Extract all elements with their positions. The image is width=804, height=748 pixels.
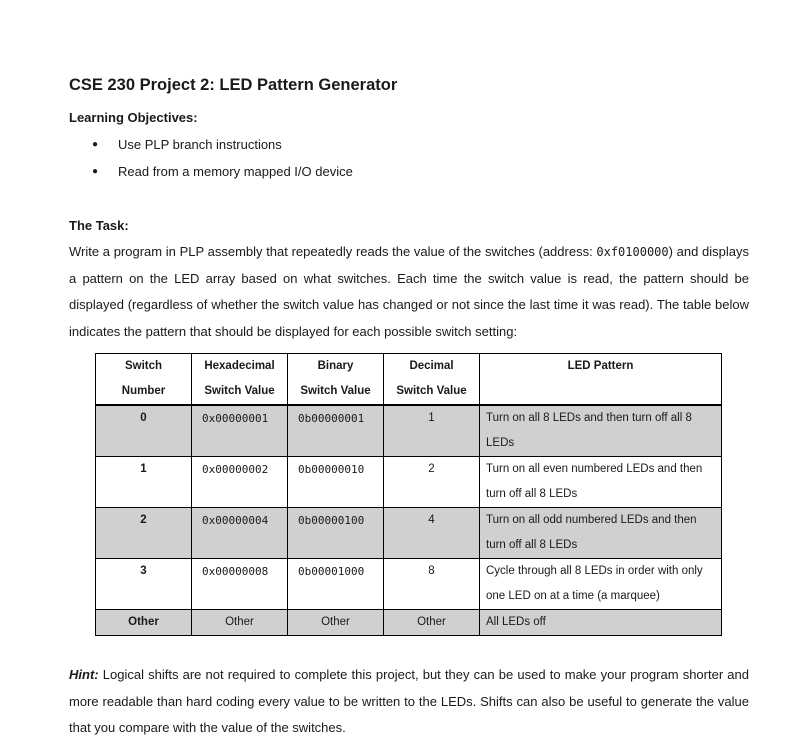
hint-text: Logical shifts are not required to complete this project, but they can be used to make your program shorter and more readable than hard coding every value to be written to the LEDs. Shifts can also be useful to generate the value that you compare with the value of the switches. xyxy=(69,667,749,735)
decimal-cell: 1 xyxy=(384,405,480,457)
decimal-cell: 8 xyxy=(384,559,480,610)
table-row xyxy=(96,508,722,559)
table-header-row xyxy=(96,354,722,406)
binary-cell: 0b00001000 xyxy=(288,559,384,610)
pattern-cell: Turn on all odd numbered LEDs and then turn off all 8 LEDs xyxy=(480,508,722,559)
table-row xyxy=(96,559,722,610)
hex-cell: Other xyxy=(192,610,288,636)
task-heading: The Task: xyxy=(69,218,129,233)
pattern-cell: All LEDs off xyxy=(480,610,722,636)
task-paragraph xyxy=(69,239,749,345)
pattern-cell: Cycle through all 8 LEDs in order with only one LED on at a time (a marquee) xyxy=(480,559,722,610)
hint-paragraph xyxy=(69,662,749,742)
objectives-list xyxy=(92,136,353,190)
binary-cell: 0b00000001 xyxy=(288,405,384,457)
hex-cell: 0x00000008 xyxy=(192,559,288,610)
task-text: Write a program in PLP assembly that repeatedly reads the value of the switches (address: xyxy=(69,244,597,259)
header-binary-value: Binary Switch Value xyxy=(288,354,384,406)
header-switch-number: Switch Number xyxy=(96,354,192,406)
decimal-cell: 2 xyxy=(384,457,480,508)
objective-item: ● Use PLP branch instructions xyxy=(92,136,353,163)
decimal-cell: Other xyxy=(384,610,480,636)
switch-number-cell: 0 xyxy=(96,405,192,457)
led-pattern-table xyxy=(95,353,722,636)
header-decimal-value: Decimal Switch Value xyxy=(384,354,480,406)
table-row xyxy=(96,457,722,508)
switch-number-cell: Other xyxy=(96,610,192,636)
hex-cell: 0x00000001 xyxy=(192,405,288,457)
header-hex-value: Hexadecimal Switch Value xyxy=(192,354,288,406)
page-title: CSE 230 Project 2: LED Pattern Generator xyxy=(69,76,398,94)
pattern-cell: Turn on all 8 LEDs and then turn off all 8 LEDs xyxy=(480,405,722,457)
decimal-cell: 4 xyxy=(384,508,480,559)
hex-cell: 0x00000004 xyxy=(192,508,288,559)
table-row xyxy=(96,610,722,636)
binary-cell: 0b00000010 xyxy=(288,457,384,508)
switch-number-cell: 3 xyxy=(96,559,192,610)
pattern-cell: Turn on all even numbered LEDs and then turn off all 8 LEDs xyxy=(480,457,722,508)
header-led-pattern: LED Pattern xyxy=(480,354,722,406)
table-row xyxy=(96,405,722,457)
task-text-cont: ) and displays a pattern on the LED array based on what switches. Each time the switch value is read, the pattern should be displayed (regardless of whether the switch value has changed or not since the last time it was read). The table below indicates the pattern that should be displayed for each possible switch setting: xyxy=(69,244,749,339)
learning-objectives-heading: Learning Objectives: xyxy=(69,110,198,125)
hex-cell: 0x00000002 xyxy=(192,457,288,508)
switch-number-cell: 2 xyxy=(96,508,192,559)
switch-number-cell: 1 xyxy=(96,457,192,508)
binary-cell: 0b00000100 xyxy=(288,508,384,559)
hint-label: Hint: xyxy=(69,667,99,682)
switch-address: 0xf0100000 xyxy=(596,245,669,259)
objective-item: ● Read from a memory mapped I/O device xyxy=(92,163,353,190)
binary-cell: Other xyxy=(288,610,384,636)
